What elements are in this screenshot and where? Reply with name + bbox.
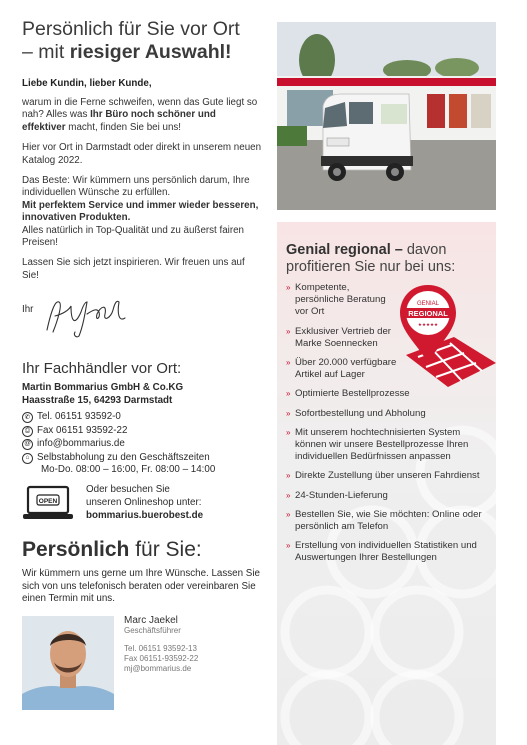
left-column <box>22 18 262 710</box>
pickup-hours: Mo-Do. 08:00 – 16:00, Fr. 08:00 – 14:00 <box>41 463 216 475</box>
laptop-open-icon <box>22 485 74 521</box>
handwritten-signature <box>41 292 131 340</box>
letter-salutation: Liebe Kundin, lieber Kunde, <box>22 78 152 89</box>
panel-title-rest: davon profitieren Sie nur bei uns: <box>286 242 456 275</box>
letter-p1-c: macht, finden Sie bei uns! <box>65 121 182 133</box>
benefit-item: » Bestellen Sie, wie Sie möchten: Online oder persönlich am Telefon <box>286 509 491 533</box>
onlineshop-line2: unseren Onlineshop unter: <box>86 496 202 508</box>
benefit-item: » Erstellung von individuellen Statistiken und Auswertungen Ihrer Bestellungen <box>286 540 491 564</box>
onlineshop-line1: Oder besuchen Sie <box>86 484 170 496</box>
email-icon: @ <box>22 439 33 450</box>
letter-p3-c: Alles natürlich in Top-Qualität und zu äußerst fairen Preisen! <box>22 224 244 249</box>
badge-main-text: REGIONAL <box>408 309 448 318</box>
letter-p3-a: Das Beste: Wir kümmern uns persönlich darum, Ihre individuellen Wünsche zu erfüllen. <box>22 175 250 199</box>
contact-person-name: Marc Jaekel <box>124 614 178 626</box>
contact-email <box>22 438 262 450</box>
contact-person-info <box>124 616 198 710</box>
contact-phone <box>22 411 262 423</box>
contact-person-card <box>22 616 262 710</box>
contact-phone-text: Tel. 06151 93592-0 <box>37 411 121 423</box>
personal-text: Wir kümmern uns gerne um Ihre Wünsche. Lassen Sie sich von uns telefonisch beraten oder vereinbaren Sie einen Termin mit uns. <box>22 568 260 605</box>
panel-title-bold: Genial regional – <box>286 242 403 258</box>
dealer-heading: Ihr Fachhändler vor Ort: <box>22 360 182 378</box>
contact-pickup <box>22 452 262 477</box>
benefit-item: » Exklusiver Vertrieb der Marke Soennecken <box>286 326 401 350</box>
benefit-item: » Sofortbestellung und Abholung <box>286 408 491 420</box>
laptop-sign-text: OPEN <box>38 498 58 506</box>
dealer-company: Martin Bommarius GmbH & Co.KG <box>22 382 184 394</box>
onlineshop-block <box>22 484 262 522</box>
onlineshop-url[interactable]: bommarius.buerobest.de <box>86 509 204 521</box>
letter-paragraph-3 <box>22 175 262 249</box>
contact-fax-text: Fax 06151 93592-22 <box>37 424 128 436</box>
page-headline <box>22 18 262 64</box>
store-van-photo <box>277 22 496 210</box>
benefit-item: » Über 20.000 verfügbare Artikel auf Lager <box>286 357 401 381</box>
letter-p1-b: Ihr Büro noch schöner und effektiver <box>22 109 216 133</box>
phone-icon: ✆ <box>22 412 33 423</box>
contact-person-photo <box>22 616 114 710</box>
personal-heading <box>22 538 262 562</box>
letter-p1-a: warum in die Ferne schweifen, wenn das Gute liegt so nah? Alles was <box>22 97 258 121</box>
contact-pickup-text <box>37 452 215 477</box>
letter-paragraph-4: Lassen Sie sich jetzt inspirieren. Wir freuen uns auf Sie! <box>22 257 245 281</box>
benefit-item: » 24-Stunden-Lieferung <box>286 490 491 502</box>
contact-person-fax: Fax 06151-93592-22 <box>124 653 199 663</box>
personal-heading-bold: Persönlich <box>22 538 130 562</box>
personal-heading-rest: für Sie: <box>129 538 202 562</box>
signature-prefix: Ihr <box>22 304 34 316</box>
letter-paragraph-1 <box>22 97 262 134</box>
badge-stars: ★★★★★ <box>417 322 439 327</box>
fax-icon: ⎙ <box>22 426 33 437</box>
contact-fax <box>22 425 262 437</box>
signature-row <box>22 292 262 344</box>
benefit-item: » Direkte Zustellung über unseren Fahrdienst <box>286 470 491 482</box>
headline-line2-prefix: – mit <box>22 41 70 63</box>
genial-regional-badge-icon <box>396 283 498 388</box>
contact-person-email[interactable]: mj@bommarius.de <box>124 663 192 673</box>
badge-top-text: GENIAL <box>416 301 440 307</box>
contact-person-tel: Tel. 06151 93592-13 <box>124 643 197 653</box>
benefit-item: » Mit unserem hochtechnisierten System können wir unsere Bestellprozesse Ihren individuellen Bedürfnissen anpassen <box>286 427 491 464</box>
letter-p3-b: Mit perfektem Service und immer wieder besseren, innovativen Produkten. <box>22 199 259 224</box>
contact-person-role: Geschäftsführer <box>124 625 181 635</box>
headline-line2-bold: riesiger Auswahl! <box>69 41 232 63</box>
panel-title <box>286 242 491 276</box>
dealer-address-block <box>22 382 262 407</box>
benefit-item: » Kompetente, persönliche Beratung vor Ort <box>286 282 401 319</box>
pickup-line1: Selbstabholung zu den Geschäftszeiten <box>37 451 210 463</box>
onlineshop-text <box>86 484 203 522</box>
benefit-item: » Optimierte Bestellprozesse <box>286 388 491 400</box>
letter-paragraph-2: Hier vor Ort in Darmstadt oder direkt in unserem neuen Katalog 2022. <box>22 142 262 166</box>
contact-list <box>22 411 262 476</box>
right-column <box>277 22 496 210</box>
contact-email-text[interactable]: info@bommarius.de <box>37 438 125 450</box>
dealer-address: Haasstraße 15, 64293 Darmstadt <box>22 394 173 406</box>
pickup-icon: ⌂ <box>22 453 33 464</box>
headline-line1: Persönlich für Sie vor Ort <box>22 18 240 40</box>
